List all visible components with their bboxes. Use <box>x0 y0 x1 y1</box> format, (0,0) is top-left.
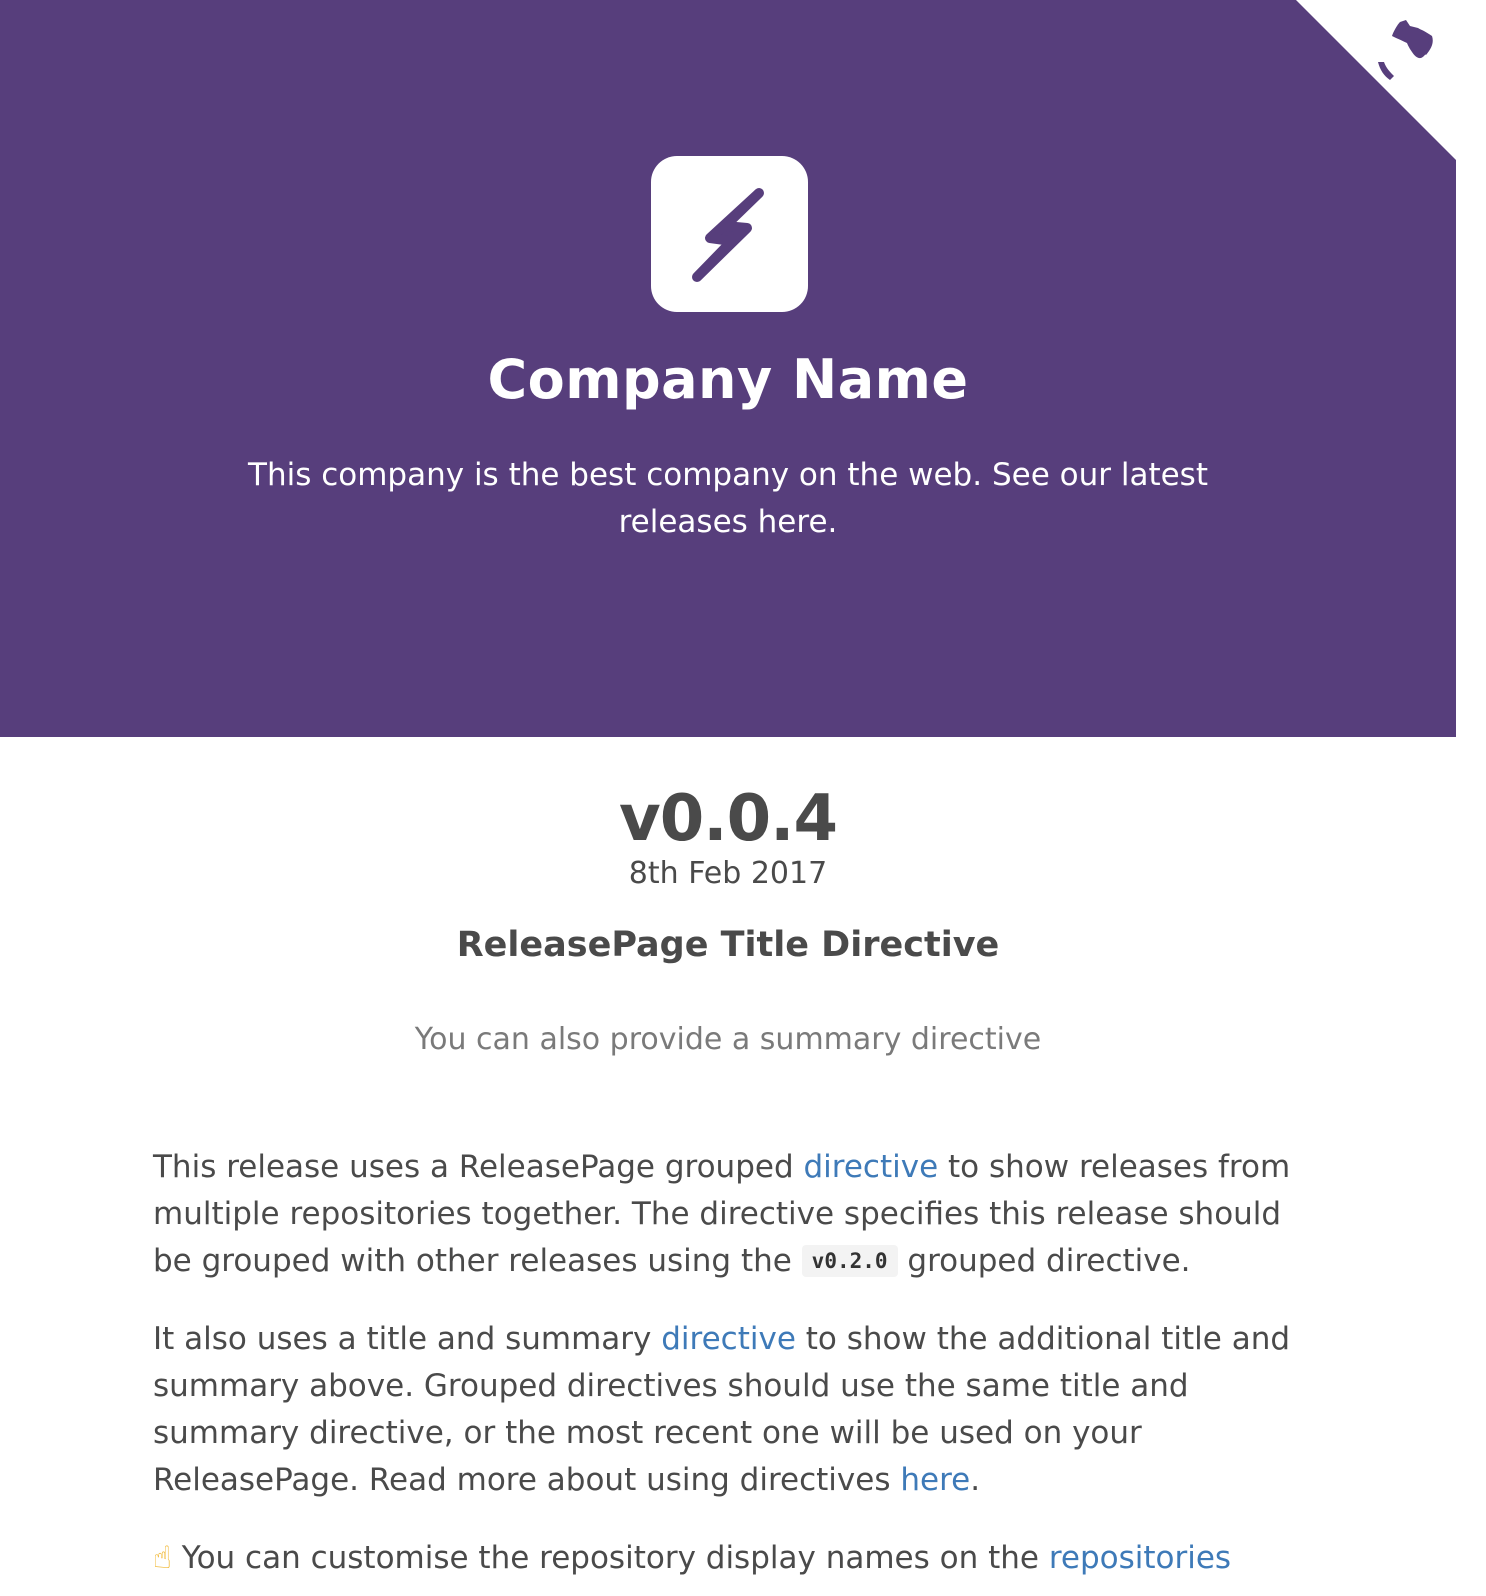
release-title: ReleasePage Title Directive <box>456 925 1000 965</box>
paragraph-text: to show releases from multiple repositories together. The directive specifies this release should be grouped with other releases using the <box>153 1149 1291 1279</box>
release-notes <box>153 1144 1303 1596</box>
lightning-bolt-icon <box>651 156 808 312</box>
pointing-up-icon: ☝ <box>153 1540 172 1576</box>
company-tagline: This company is the best company on the web. See our latest releases here. <box>248 457 1208 540</box>
version-code: v0.2.0 <box>802 1245 898 1277</box>
repositories-link[interactable]: repositories <box>1048 1540 1232 1576</box>
paragraph-text: . <box>970 1462 981 1498</box>
company-logo <box>651 156 808 312</box>
company-name: Company Name <box>487 348 969 411</box>
release-summary: You can also provide a summary directive <box>414 1022 1042 1057</box>
release-paragraph-3 <box>153 1535 1303 1582</box>
here-link[interactable]: here <box>900 1462 971 1498</box>
paragraph-text: You can customise the repository display names on the <box>171 1540 1049 1576</box>
hero-header <box>0 0 1456 737</box>
directive-link[interactable]: directive <box>803 1149 939 1185</box>
paragraph-text: to show the additional title and summary above. Grouped directives should use the same title and summary directive, or the most recent one will be used on your ReleasePage. Read more about using directives <box>153 1321 1291 1498</box>
release-paragraph-2 <box>153 1316 1303 1504</box>
paragraph-text: It also uses a title and summary <box>153 1321 662 1357</box>
release-date: 8th Feb 2017 <box>628 856 828 891</box>
paragraph-text: grouped directive. <box>897 1243 1191 1279</box>
directive-link[interactable]: directive <box>661 1321 796 1357</box>
paragraph-text: This release uses a ReleasePage grouped <box>153 1149 804 1185</box>
release-version: v0.0.4 <box>619 782 837 856</box>
github-octocat-icon <box>1296 0 1456 160</box>
github-corner-link[interactable] <box>1296 0 1456 160</box>
release-paragraph-1 <box>153 1144 1303 1285</box>
